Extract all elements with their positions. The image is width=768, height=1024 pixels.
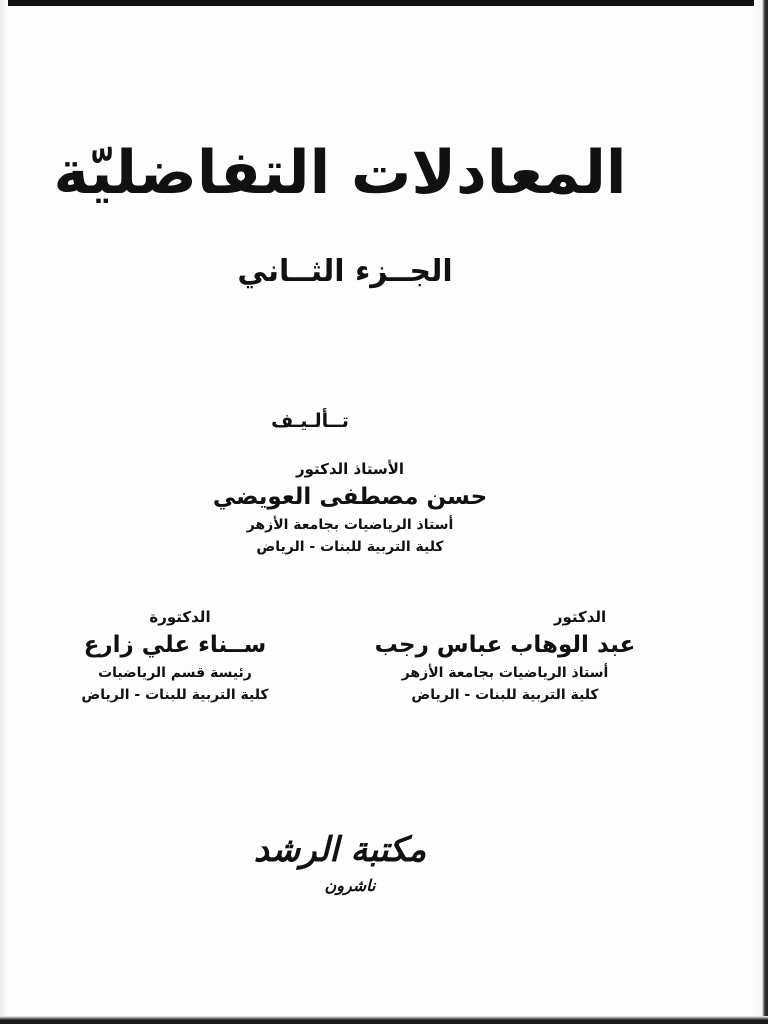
co-author-right-block: [350, 606, 660, 706]
scan-edge-top: [0, 0, 768, 6]
co-author-left-block: [50, 606, 300, 706]
main-author-block: [180, 458, 520, 558]
scan-edge-bottom: [0, 1016, 768, 1024]
main-author-affiliation-1: أستاذ الرياضيات بجامعة الأزهر: [246, 517, 454, 533]
scan-edge-right: [754, 0, 768, 1024]
co-author-left-affiliation-1: رئيسة قسم الرياضيات: [98, 665, 252, 681]
co-author-left-name: ســناء علي زارع: [83, 632, 267, 658]
publisher-logo-subtext: ناشرون: [324, 876, 376, 895]
co-author-right-affiliation-1: أستاذ الرياضيات بجامعة الأزهر: [401, 665, 609, 681]
publisher-logo: [250, 824, 430, 914]
scan-edge-left: [0, 0, 8, 1024]
main-author-honorific: الأستاذ الدكتور: [295, 460, 405, 478]
volume-label: الجــزء الثــاني: [237, 254, 453, 289]
publisher-logo-text: مكتبة الرشد: [253, 830, 427, 870]
co-author-right-honorific: الدكتور: [553, 608, 607, 626]
book-title: المعادلات التفاضليّة: [53, 138, 627, 208]
main-author-name: حسن مصطفى العويضي: [212, 484, 488, 510]
co-author-right-name: عبد الوهاب عباس رجب: [374, 632, 636, 658]
main-author-affiliation-2: كلية التربية للبنات - الرياض: [256, 539, 444, 555]
authored-by-label: تــألـيـف: [271, 410, 349, 432]
co-author-left-affiliation-2: كلية التربية للبنات - الرياض: [81, 687, 269, 703]
co-author-left-honorific: الدكتورة: [149, 608, 211, 626]
co-author-right-affiliation-2: كلية التربية للبنات - الرياض: [411, 687, 599, 703]
